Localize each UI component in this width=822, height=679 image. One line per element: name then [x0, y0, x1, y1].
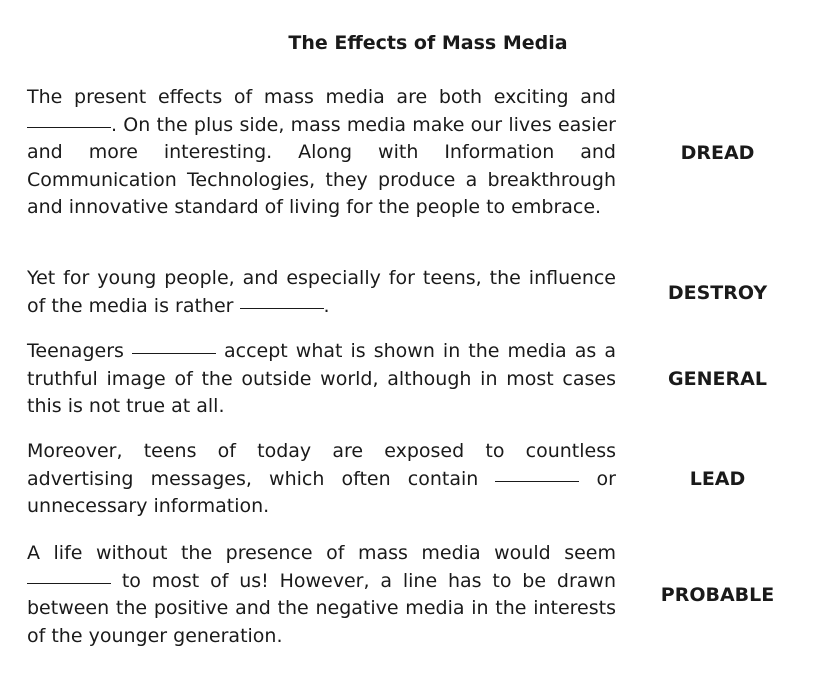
answer-blank-4[interactable] [495, 480, 579, 482]
keyword-2: DESTROY [667, 281, 768, 304]
paragraph-4-text-before: Moreover, teens of today are exposed to countless advertising messages, which often contain [27, 440, 616, 490]
paragraph-2-text-after: . [323, 294, 330, 317]
exercise-row-5 [27, 540, 817, 650]
answer-blank-2[interactable] [240, 307, 324, 309]
paragraph-3 [27, 338, 616, 421]
answer-blank-3[interactable] [132, 352, 216, 354]
paragraph-5-text-before: A life without the presence of mass media would seem [27, 542, 616, 564]
exercise-row-2 [27, 265, 817, 320]
answer-blank-5[interactable] [27, 582, 111, 584]
paragraph-2 [27, 265, 616, 320]
paragraph-3-text-after: accept what is shown in the media as a truthful image of the outside world, although in most cases this is not true at all. [27, 340, 616, 417]
paragraph-3-text-before: Teenagers [27, 340, 132, 362]
exercise-row-1 [27, 84, 817, 222]
keyword-5: PROBABLE [660, 584, 775, 606]
paragraph-4 [27, 438, 616, 521]
paragraph-1-text-after: . On the plus side, mass media make our lives easier and more interesting. Along with Information and Communication Technologies, they produce a breakthrough and innovative standard of living for the people to embrace. [27, 113, 616, 218]
paragraph-5 [27, 540, 616, 650]
keyword-1: DREAD [680, 141, 755, 164]
exercise-row-3 [27, 338, 817, 421]
paragraph-2-text-before: Yet for young people, and especially for teens, the influence of the media is rather [27, 267, 616, 317]
answer-blank-1[interactable] [27, 126, 111, 128]
paragraph-4-text-after: or unnecessary information. [27, 467, 616, 517]
keyword-4: LEAD [689, 468, 746, 491]
paragraph-5-text-after: to most of us! However, a line has to be drawn between the positive and the negative media in the interests of the younger generation. [27, 569, 616, 647]
exercise-row-4 [27, 438, 817, 521]
paragraph-1 [27, 84, 616, 222]
page-title: The Effects of Mass Media [288, 32, 568, 54]
paragraph-1-text-before: The present effects of mass media are both exciting and [27, 86, 616, 108]
keyword-3: GENERAL [668, 368, 767, 391]
